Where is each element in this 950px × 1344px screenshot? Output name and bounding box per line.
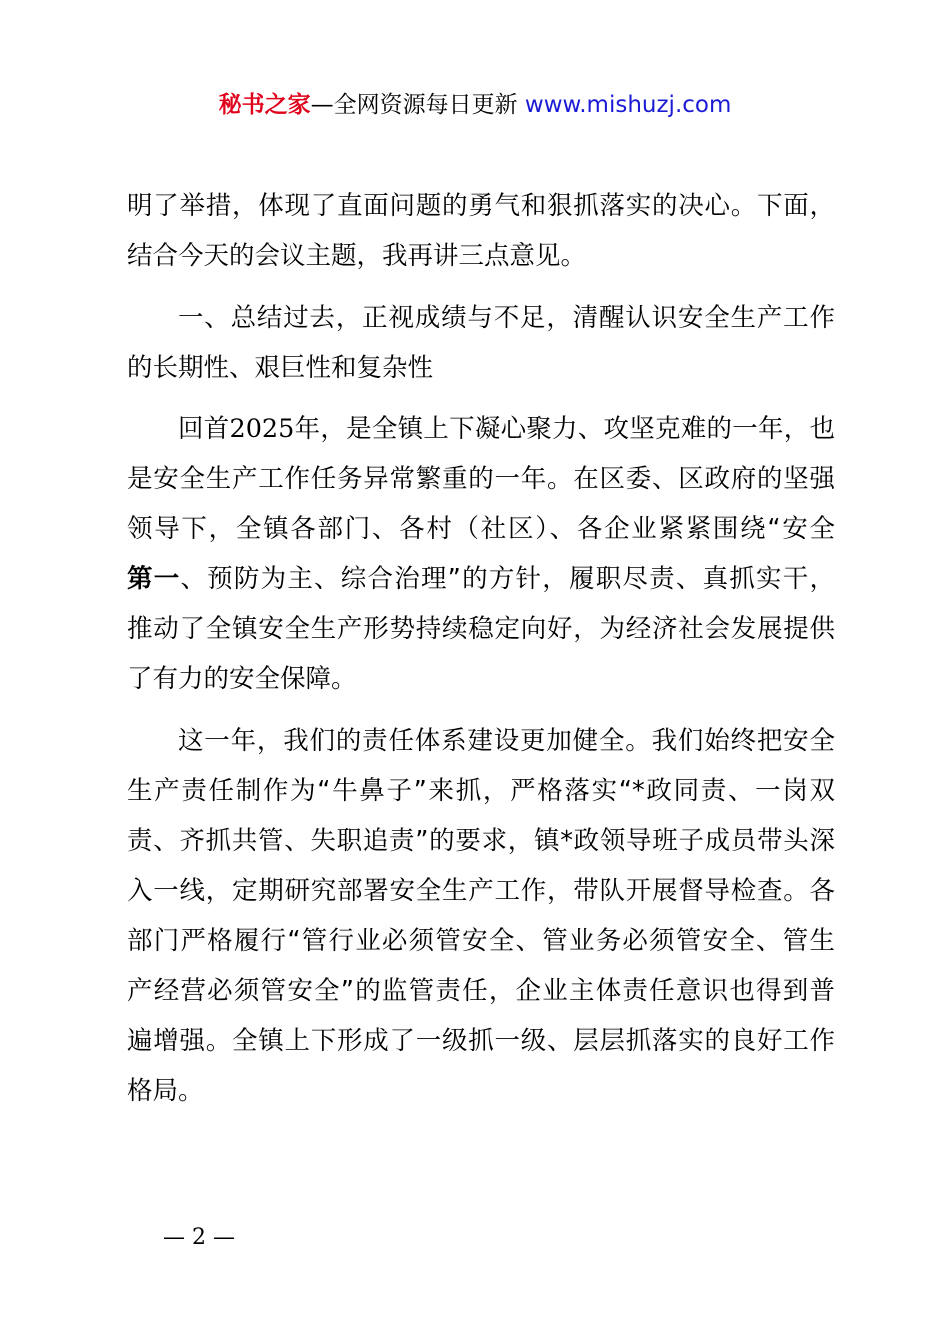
text-segment: 回首 <box>178 414 230 444</box>
brand-name: 秘书之家 <box>218 92 311 118</box>
year-number: 2025 <box>229 414 295 444</box>
text-line: 是安全生产工作任务异常繁重的一年。在区委、区政府的坚强 <box>127 464 835 494</box>
text-line: 了有力的安全保障。 <box>127 664 357 694</box>
text-line: 遍增强。全镇上下形成了一级抓一级、层层抓落实的良好工作 <box>127 1026 835 1056</box>
text-line: 领导下，全镇各部门、各村（社区）、各企业紧紧围绕“安全 <box>127 514 835 544</box>
text-line: 这一年，我们的责任体系建设更加健全。我们始终把安全 <box>178 726 835 756</box>
text-line: 产经营必须管安全”的监管责任，企业主体责任意识也得到普 <box>127 976 835 1006</box>
paragraph-responsibility <box>127 716 835 1116</box>
text-line: 部门严格履行“管行业必须管安全、管业务必须管安全、管生 <box>127 926 835 956</box>
heading-line: 一、总结过去，正视成绩与不足，清醒认识安全生产工作 <box>178 303 835 333</box>
header-url[interactable]: www.mishuzj.com <box>524 92 732 118</box>
paragraph-review <box>127 404 835 704</box>
text-line: 入一线，定期研究部署安全生产工作，带队开展督导检查。各 <box>127 876 835 906</box>
paragraph-continuation <box>127 181 835 281</box>
section-heading <box>127 293 835 393</box>
text-line <box>127 554 835 604</box>
header-tagline: —全网资源每日更新 <box>310 92 518 118</box>
bold-text: 第一 <box>127 564 181 594</box>
text-line: 推动了全镇安全生产形势持续稳定向好，为经济社会发展提供 <box>127 614 835 644</box>
page-number: — 2 — <box>163 1225 235 1250</box>
text-line: 格局。 <box>127 1076 204 1106</box>
text-line: 生产责任制作为“牛鼻子”来抓，严格落实“*政同责、一岗双 <box>127 776 835 806</box>
text-line: 责、齐抓共管、失职追责”的要求，镇*政领导班子成员带头深 <box>127 826 835 856</box>
text-line: 明了举措，体现了直面问题的勇气和狠抓落实的决心。下面， <box>127 191 835 221</box>
text-segment: 年，是全镇上下凝心聚力、攻坚克难的一年，也 <box>294 414 835 444</box>
text-segment: 、预防为主、综合治理”的方针，履职尽责、真抓实干， <box>180 564 835 594</box>
heading-line: 的长期性、艰巨性和复杂性 <box>127 353 434 383</box>
text-line <box>127 404 835 454</box>
site-header <box>0 86 950 124</box>
text-line: 结合今天的会议主题，我再讲三点意见。 <box>127 241 587 271</box>
